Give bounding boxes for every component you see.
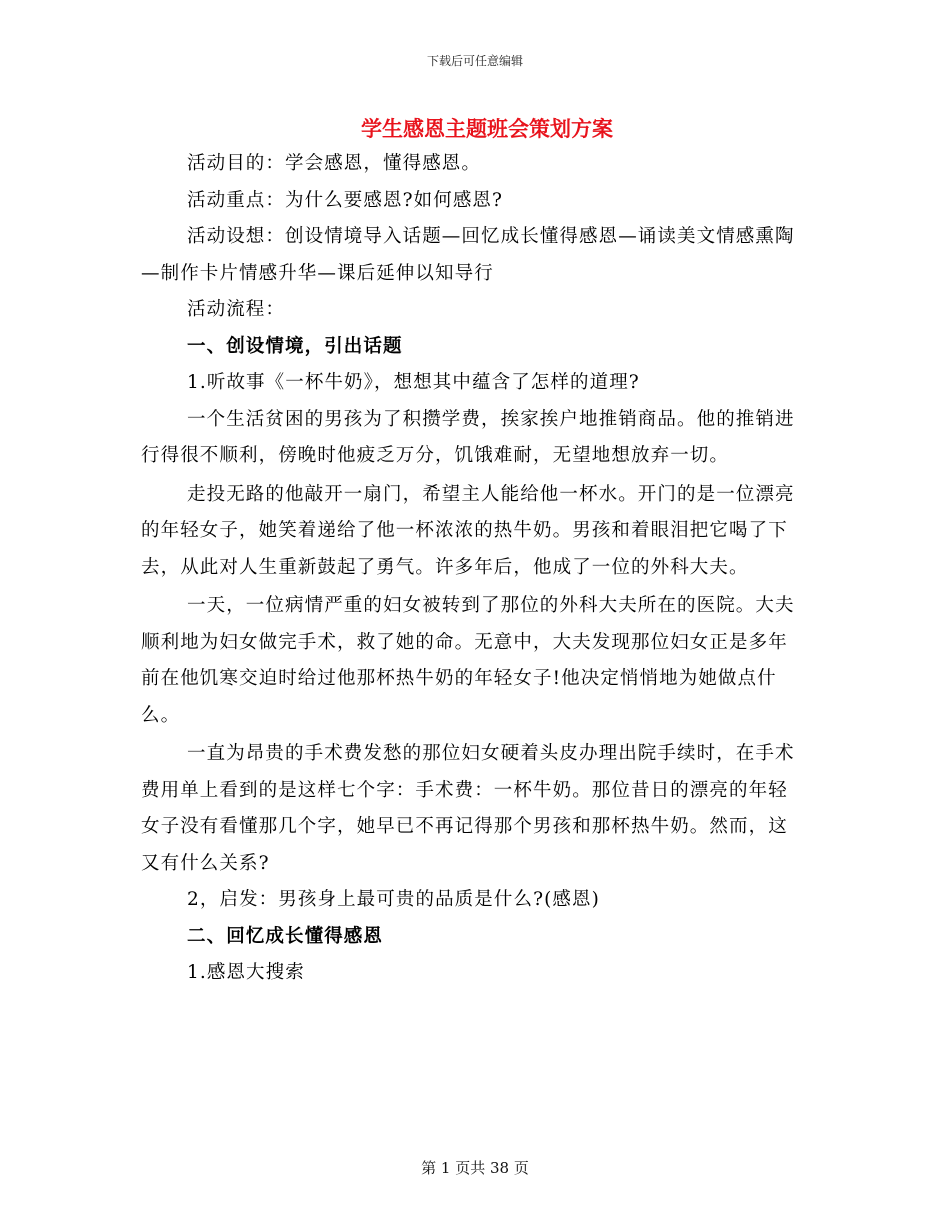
paragraph-inspiration: 2，启发：男孩身上最可贵的品质是什么?(感恩) [187, 889, 600, 910]
page-header: 下载后可任意编辑 [426, 54, 523, 68]
paragraph-focus: 活动重点：为什么要感恩?如何感恩? [187, 189, 504, 211]
paragraph-story-2: 走投无路的他敲开一扇门，希望主人能给他一杯水。开门的是一位漂亮的年轻女子，她笑着递给了他一杯浓浓的热牛奶。男孩和着眼泪把它喝了下去，从此对人生重新鼓起了勇气。许多年后，他成了一位的外科大夫。 [141, 483, 795, 578]
paragraph-purpose: 活动目的：学会感恩，懂得感恩。 [187, 153, 482, 174]
paragraph-story-4: 一直为昂贵的手术费发愁的那位妇女硬着头皮办理出院手续时，在手术费用单上看到的是这样七个字：手术费：一杯牛奶。那位昔日的漂亮的年轻女子没有看懂那几个字，她早已不再记得那个男孩和那杯热牛奶。然而，这又有什么关系? [141, 743, 795, 874]
paragraph-story-prompt: 1.听故事《一杯牛奶》，想想其中蕴含了怎样的道理? [187, 372, 640, 393]
paragraph-search: 1.感恩大搜索 [187, 962, 305, 983]
paragraph-story-1: 一个生活贫困的男孩为了积攒学费，挨家挨户地推销商品。他的推销进行得很不顺利，傍晚时他疲乏万分，饥饿难耐，无望地想放弃一切。 [141, 408, 795, 466]
section-heading-2: 二、回忆成长懂得感恩 [187, 925, 384, 947]
document-body [141, 112, 805, 992]
document-title: 学生感恩主题班会策划方案 [361, 116, 613, 141]
paragraph-story-3: 一天，一位病情严重的妇女被转到了那位的外科大夫所在的医院。大夫顺利地为妇女做完手术，救了她的命。无意中，大夫发现那位妇女正是多年前在他饥寒交迫时给过他那杯热牛奶的年轻女子!他决定悄悄地为她做点什么。 [141, 595, 795, 726]
paragraph-concept: 活动设想：创设情境导入话题—回忆成长懂得感恩—诵读美文情感熏陶—制作卡片情感升华—课后延伸以知导行 [141, 226, 795, 284]
page-footer: 第 1 页共 38 页 [421, 1159, 529, 1177]
section-heading-1: 一、创设情境，引出话题 [187, 335, 403, 357]
paragraph-process-label: 活动流程： [187, 299, 286, 320]
